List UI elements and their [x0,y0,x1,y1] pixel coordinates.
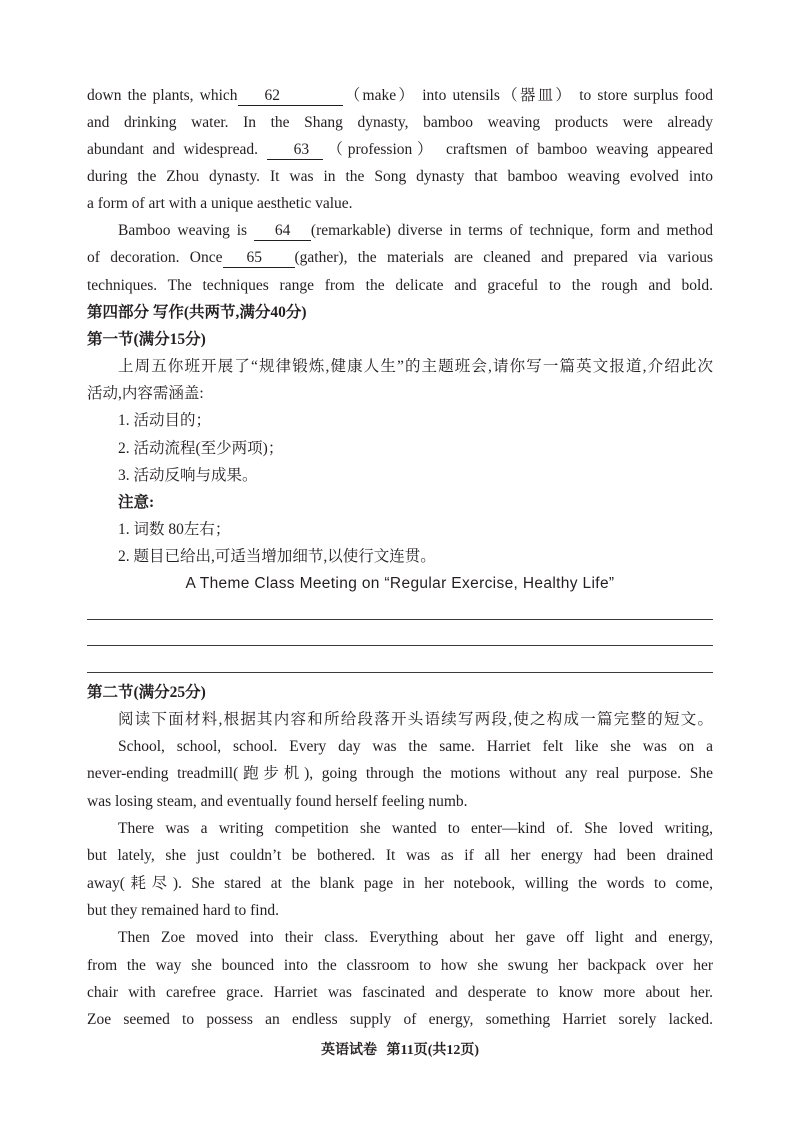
section2-title: 第二节(满分25分) [87,683,206,701]
story-line: School, school, school. Every day was the same. Harriet felt like she was on a [118,738,713,756]
story-line: was losing steam, and eventually found herself feeling numb. [87,792,468,810]
answer-blank-62: 62 [238,88,343,106]
writing-line [87,645,713,646]
passage-text: Bamboo weaving is [118,222,254,240]
writing-section2 [87,679,713,1034]
section1-title: 第一节(满分15分) [87,330,206,348]
passage-text: down the plants, which [87,86,238,104]
passage-text: of decoration. Once [87,249,223,267]
note-item: 2. 题目已给出,可适当增加细节,以使行文连贯。 [118,548,436,566]
story-line: but they remained hard to find. [87,902,279,920]
section2-instruction: 阅读下面材料,根据其内容和所给段落开头语续写两段,使之构成一篇完整的短文。 [118,710,713,728]
passage-text: abundant and widespread. [87,140,267,158]
story-line: Then Zoe moved into their class. Everything about her gave off light and energy, [118,929,713,947]
story-line: but lately, she just couldn’t be bothered. It was as if all her energy had been drained [87,847,713,865]
passage-line [87,244,713,271]
passage-line: and drinking water. In the Shang dynasty, bamboo weaving products were already [87,113,713,131]
notes-label: 注意: [118,493,155,511]
requirement-item: 3. 活动反响与成果。 [118,466,258,484]
passage-line: during the Zhou dynasty. It was in the Song dynasty that bamboo weaving evolved into [87,167,713,185]
story-line: Zoe seemed to possess an endless supply of energy, something Harriet sorely lacked. [87,1011,713,1029]
passage-line: techniques. The techniques range from the delicate and graceful to the rough and bold. [87,276,713,294]
passage-line [87,217,713,244]
story-line: never-ending treadmill(跑步机), going through the motions without any real purpose. She [87,765,713,783]
answer-blank-63: 63 [267,142,323,160]
part-four-title: 第四部分 写作(共两节,满分40分) [87,303,307,321]
story-line: There was a writing competition she wanted to enter—kind of. She loved writing, [118,820,713,838]
answer-blank-65: 65 [223,250,295,268]
passage-line: a form of art with a unique aesthetic value. [87,195,353,213]
section1-prompt-line: 活动,内容需涵盖: [87,385,204,403]
section1-prompt-line: 上周五你班开展了“规律锻炼,健康人生”的主题班会,请你写一篇英文报道,介绍此次 [118,358,713,376]
story-line: away(耗尽). She stared at the blank page in her notebook, willing the words to come, [87,874,713,892]
reading-and-writing-part1 [87,82,713,598]
passage-line [87,136,713,163]
story-line: chair with carefree grace. Harriet was fascinated and desperate to know more about her. [87,984,713,1002]
answer-blank-64: 64 [254,223,311,241]
essay-title: A Theme Class Meeting on “Regular Exercise, Healthy Life” [185,575,615,593]
page-footer: 英语试卷 第11页(共12页) [320,1043,480,1058]
passage-text: （make） into utensils（器皿） to store surplus food [342,86,713,104]
passage-line [87,82,713,109]
story-line: from the way she bounced into the classroom to how she swung her backpack over her [87,956,713,974]
passage-text: (gather), the materials are cleaned and prepared via various [294,249,714,267]
passage-text: (remarkable) diverse in terms of technique, form and method [310,222,714,240]
passage-text: （profession） craftsmen of bamboo weaving appeared [322,140,713,158]
writing-line [87,619,713,620]
requirement-item: 2. 活动流程(至少两项)； [118,439,284,457]
writing-line [87,672,713,673]
requirement-item: 1. 活动目的； [118,412,212,430]
note-item: 1. 词数 80左右； [118,521,231,538]
